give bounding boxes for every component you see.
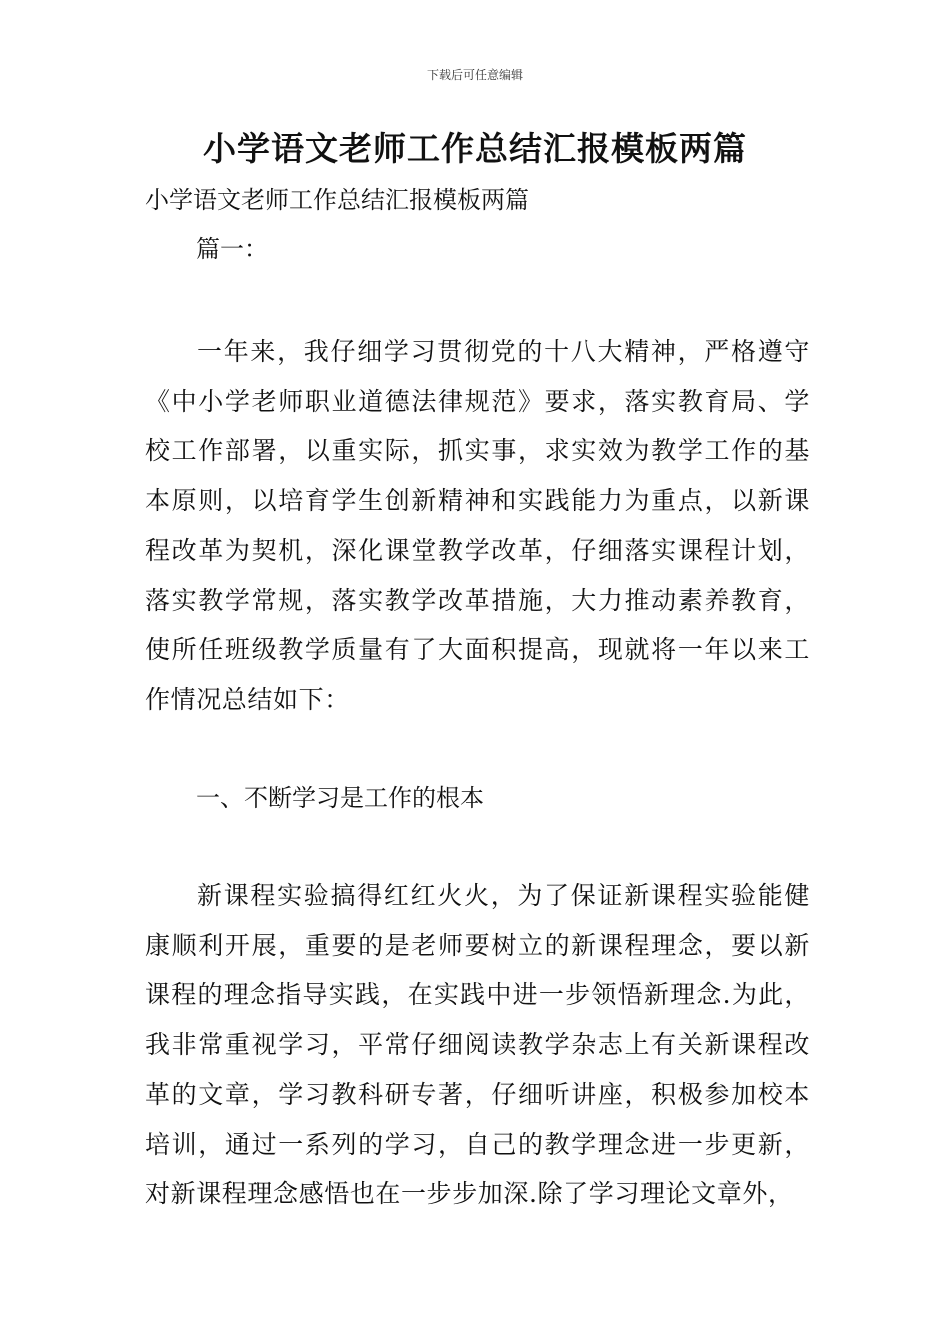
- section-label: 篇一：: [196, 235, 268, 263]
- body-paragraph: 新课程实验搞得红红火火，为了保证新课程实验能健康顺利开展，重要的是老师要树立的新课程理念，要以新课程的理念指导实践，在实践中进一步领悟新理念.为此，我非常重视学习，平常仔细阅读教学杂志上有关新课程改革的文章，学习教科研专著，仔细听讲座，积极参加校本培训，通过一系列的学习，自己的教学理念进一步更新，对新课程理念感悟也在一步步加深.除了学习理论文章外，: [145, 881, 810, 1209]
- document-subtitle: 小学语文老师工作总结汇报模板两篇: [145, 186, 529, 214]
- body-paragraph: 一年来，我仔细学习贯彻党的十八大精神，严格遵守《中小学老师职业道德法律规范》要求，落实教育局、学校工作部署，以重实际，抓实事，求实效为教学工作的基本原则，以培育学生创新精神和实践能力为重点，以新课程改革为契机，深化课堂教学改革，仔细落实课程计划，落实教学常规，落实教学改革措施，大力推动素养教育，使所任班级教学质量有了大面积提高，现就将一年以来工作情况总结如下：: [145, 337, 810, 714]
- document-title: 小学语文老师工作总结汇报模板两篇: [203, 129, 747, 168]
- section-heading: 一、不断学习是工作的根本: [196, 784, 484, 812]
- header-note: 下载后可任意编辑: [426, 68, 523, 82]
